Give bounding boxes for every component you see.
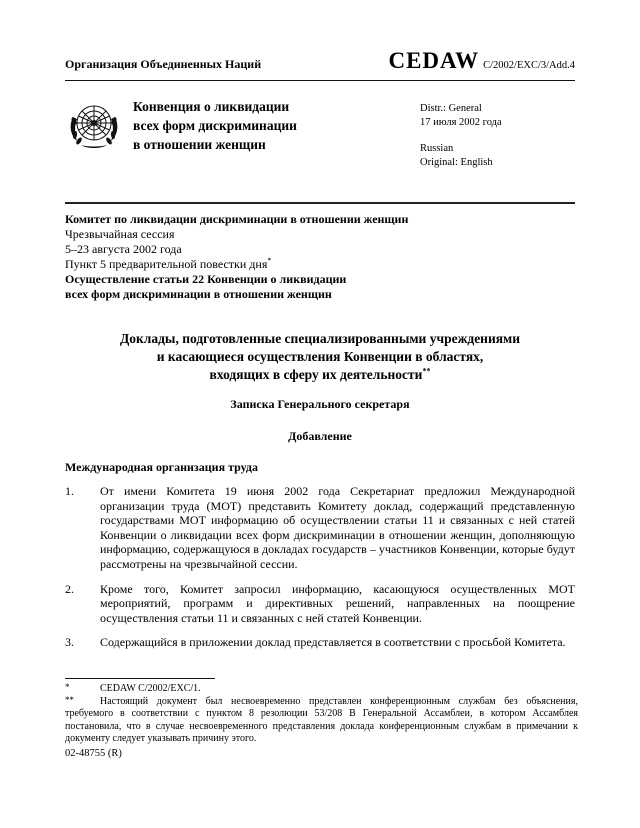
subtitle: Записка Генерального секретаря xyxy=(230,397,410,411)
paragraph-number: 1. xyxy=(65,484,74,498)
doc-series: CEDAW xyxy=(388,48,480,73)
distr-date: 17 июля 2002 года xyxy=(420,116,502,128)
footnote-marker: ** xyxy=(65,694,74,705)
convention-title xyxy=(133,97,398,169)
distr-language: Russian xyxy=(420,143,454,154)
session-dates: 5–23 августа 2002 года xyxy=(65,242,182,256)
addendum-heading: Добавление xyxy=(288,429,352,443)
distr-original: Original: English xyxy=(420,156,493,168)
document-title xyxy=(65,330,575,384)
doc-symbol-block xyxy=(388,48,575,74)
title-footnote-marker: ** xyxy=(422,366,431,376)
paragraph-text: Содержащийся в приложении доклад представляется в соответствии с просьбой Комитета. xyxy=(100,635,566,650)
footnote-text: CEDAW C/2002/EXC/1. xyxy=(100,683,201,694)
paragraph-number: 3. xyxy=(65,635,74,650)
footnote-rule xyxy=(65,678,215,679)
document-header xyxy=(65,0,575,74)
paragraph-number: 2. xyxy=(65,581,74,596)
convention-title-line3: в отношении женщин xyxy=(133,137,266,152)
footnote-area xyxy=(65,678,578,746)
distr-line: Distr.: General xyxy=(420,103,482,114)
header-rule xyxy=(65,80,575,81)
session-type: Чрезвычайная сессия xyxy=(65,227,175,241)
footnote-marker: * xyxy=(65,682,70,692)
paragraph-1 xyxy=(65,484,575,572)
agenda-footnote-marker: * xyxy=(267,256,272,265)
topic-line1: Осуществление статьи 22 Конвенции о ликвидации xyxy=(65,272,347,286)
convention-title-line1: Конвенция о ликвидации xyxy=(133,99,290,114)
section-rule xyxy=(65,202,575,204)
org-name: Организация Объединенных Наций xyxy=(65,57,262,71)
un-emblem-icon xyxy=(65,97,123,155)
masthead xyxy=(65,97,575,169)
paragraph-3 xyxy=(65,635,575,650)
footnote-1 xyxy=(65,683,578,696)
footnote-2 xyxy=(65,696,578,746)
paragraph-2 xyxy=(65,582,575,626)
title-line1: Доклады, подготовленные специализированными учреждениями xyxy=(119,331,521,346)
title-line2: и касающиеся осуществления Конвенции в областях, xyxy=(156,349,484,364)
title-line3: входящих в сферу их деятельности xyxy=(209,367,423,382)
agenda-item: Пункт 5 предварительной повестки дня* xyxy=(65,256,272,271)
footnote-text: Настоящий документ был несвоевременно представлен конференционным службам без объяснения, требуемого в соответствии с пунктом 8 резолюции 53/208 В Генеральной Ассамблеи, в котором Ассамблея постановила, что в случае несвоевременного представления доклада конференционным службам в примечании к документу следует указывать причину этого. xyxy=(65,695,578,745)
topic-line2: всех форм дискриминации в отношении женщин xyxy=(65,287,332,301)
doc-symbol: C/2002/EXC/3/Add.4 xyxy=(483,60,575,71)
distribution-block xyxy=(420,97,502,169)
paragraph-text: От имени Комитета 19 июня 2002 года Секретариат предложил Международной организации труда (МОТ) представить Комитету доклад, содержащий представленную государствами МОТ информацию об осуществлении статьи 11 и связанных с ней статей Конвенции о ликвидации всех форм дискриминации в отношении женщин, дополняющую информацию, содержащуюся в докладах государств – участников Конвенции, которые будут рассмотрены на чрезвычайной сессии. xyxy=(100,484,575,571)
session-block xyxy=(65,212,575,302)
paragraph-text: Кроме того, Комитет запросил информацию, касающуюся осуществленных МОТ мероприятий, программ и директивных решений, направленных на поощрение осуществления статьи 11 и связанных с ней статей Конвенции. xyxy=(100,581,575,625)
committee-name: Комитет по ликвидации дискриминации в отношении женщин xyxy=(65,212,409,226)
document-job-number: 02-48755 (R) xyxy=(65,748,122,759)
convention-title-line2: всех форм дискриминации xyxy=(133,118,297,133)
section-heading: Международная организация труда xyxy=(65,460,258,474)
distr-gap xyxy=(420,129,502,142)
